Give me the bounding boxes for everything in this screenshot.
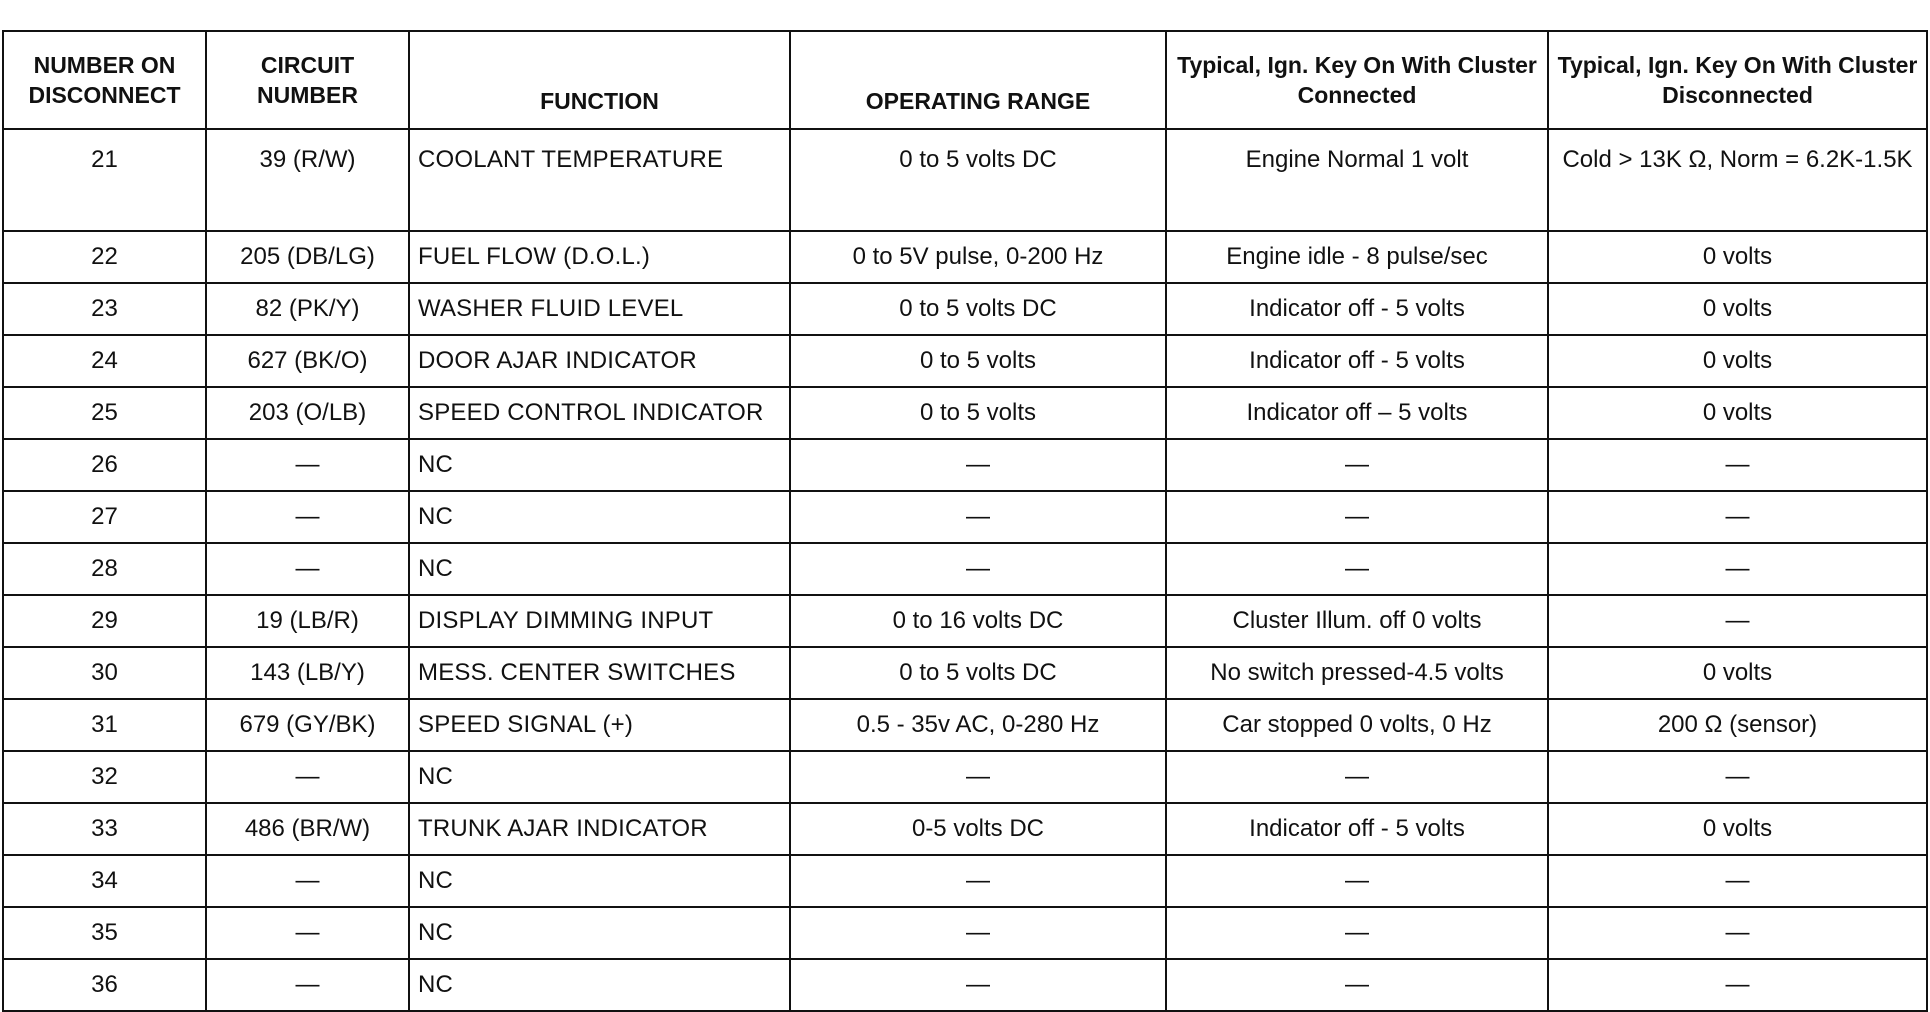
table-row <box>3 335 1927 387</box>
pin-cell: 32 <box>3 751 206 803</box>
function-cell: NC <box>409 855 790 907</box>
range-cell: — <box>790 543 1166 595</box>
table-row <box>3 231 1927 283</box>
function-cell: DISPLAY DIMMING INPUT <box>409 595 790 647</box>
table-row <box>3 855 1927 907</box>
connected-cell: No switch pressed-4.5 volts <box>1166 647 1548 699</box>
range-cell: 0 to 5 volts DC <box>790 283 1166 335</box>
circuit-cell: — <box>206 907 409 959</box>
disconnected-cell: — <box>1548 543 1927 595</box>
connected-cell: — <box>1166 855 1548 907</box>
table-body <box>3 129 1927 1011</box>
function-cell: NC <box>409 439 790 491</box>
disconnected-cell: — <box>1548 595 1927 647</box>
table-row <box>3 595 1927 647</box>
table-row <box>3 491 1927 543</box>
connected-cell: Indicator off – 5 volts <box>1166 387 1548 439</box>
connected-cell: — <box>1166 543 1548 595</box>
header-circuit-number: CIRCUIT NUMBER <box>206 31 409 129</box>
range-cell: 0 to 5 volts DC <box>790 129 1166 231</box>
disconnected-cell: — <box>1548 855 1927 907</box>
table-row <box>3 699 1927 751</box>
circuit-cell: — <box>206 751 409 803</box>
range-cell: — <box>790 959 1166 1011</box>
pin-cell: 36 <box>3 959 206 1011</box>
disconnected-cell: 0 volts <box>1548 647 1927 699</box>
circuit-cell: 143 (LB/Y) <box>206 647 409 699</box>
disconnected-cell: — <box>1548 491 1927 543</box>
circuit-cell: 627 (BK/O) <box>206 335 409 387</box>
circuit-cell: — <box>206 439 409 491</box>
table-row <box>3 129 1927 231</box>
function-cell: DOOR AJAR INDICATOR <box>409 335 790 387</box>
circuit-cell: 203 (O/LB) <box>206 387 409 439</box>
table-row <box>3 803 1927 855</box>
pin-cell: 23 <box>3 283 206 335</box>
connected-cell: Car stopped 0 volts, 0 Hz <box>1166 699 1548 751</box>
function-cell: FUEL FLOW (D.O.L.) <box>409 231 790 283</box>
connected-cell: — <box>1166 439 1548 491</box>
function-cell: NC <box>409 543 790 595</box>
table-row <box>3 751 1927 803</box>
function-cell: WASHER FLUID LEVEL <box>409 283 790 335</box>
function-cell: NC <box>409 751 790 803</box>
circuit-cell: — <box>206 959 409 1011</box>
connected-cell: — <box>1166 959 1548 1011</box>
range-cell: — <box>790 907 1166 959</box>
pin-cell: 28 <box>3 543 206 595</box>
range-cell: 0 to 5V pulse, 0-200 Hz <box>790 231 1166 283</box>
pin-cell: 31 <box>3 699 206 751</box>
header-function: FUNCTION <box>409 31 790 129</box>
pin-cell: 35 <box>3 907 206 959</box>
header-cluster-connected: Typical, Ign. Key On With Cluster Connected <box>1166 31 1548 129</box>
circuit-cell: 39 (R/W) <box>206 129 409 231</box>
connected-cell: — <box>1166 491 1548 543</box>
pin-cell: 25 <box>3 387 206 439</box>
circuit-cell: 679 (GY/BK) <box>206 699 409 751</box>
range-cell: 0 to 5 volts <box>790 335 1166 387</box>
circuit-cell: 19 (LB/R) <box>206 595 409 647</box>
circuit-cell: 205 (DB/LG) <box>206 231 409 283</box>
range-cell: — <box>790 855 1166 907</box>
range-cell: 0-5 volts DC <box>790 803 1166 855</box>
pin-cell: 30 <box>3 647 206 699</box>
range-cell: — <box>790 439 1166 491</box>
function-cell: NC <box>409 959 790 1011</box>
function-cell: SPEED CONTROL INDICATOR <box>409 387 790 439</box>
circuit-cell: — <box>206 543 409 595</box>
circuit-cell: — <box>206 855 409 907</box>
circuit-cell: 486 (BR/W) <box>206 803 409 855</box>
table-row <box>3 959 1927 1011</box>
pin-cell: 24 <box>3 335 206 387</box>
function-cell: SPEED SIGNAL (+) <box>409 699 790 751</box>
disconnected-cell: — <box>1548 439 1927 491</box>
connected-cell: Engine idle - 8 pulse/sec <box>1166 231 1548 283</box>
pin-cell: 26 <box>3 439 206 491</box>
disconnected-cell: — <box>1548 907 1927 959</box>
pin-cell: 22 <box>3 231 206 283</box>
disconnected-cell: — <box>1548 959 1927 1011</box>
disconnected-cell: 0 volts <box>1548 335 1927 387</box>
table-row <box>3 907 1927 959</box>
table-row <box>3 439 1927 491</box>
disconnected-cell: 0 volts <box>1548 803 1927 855</box>
disconnected-cell: 0 volts <box>1548 283 1927 335</box>
disconnected-cell: 0 volts <box>1548 231 1927 283</box>
disconnected-cell: Cold > 13K Ω, Norm = 6.2K-1.5K <box>1548 129 1927 231</box>
range-cell: 0 to 5 volts DC <box>790 647 1166 699</box>
function-cell: COOLANT TEMPERATURE <box>409 129 790 231</box>
pin-cell: 21 <box>3 129 206 231</box>
connected-cell: Engine Normal 1 volt <box>1166 129 1548 231</box>
connected-cell: — <box>1166 751 1548 803</box>
range-cell: — <box>790 491 1166 543</box>
header-operating-range: OPERATING RANGE <box>790 31 1166 129</box>
disconnected-cell: 0 volts <box>1548 387 1927 439</box>
circuit-cell: 82 (PK/Y) <box>206 283 409 335</box>
connected-cell: Indicator off - 5 volts <box>1166 803 1548 855</box>
function-cell: MESS. CENTER SWITCHES <box>409 647 790 699</box>
pin-cell: 29 <box>3 595 206 647</box>
table-row <box>3 543 1927 595</box>
connected-cell: — <box>1166 907 1548 959</box>
table-row <box>3 647 1927 699</box>
function-cell: TRUNK AJAR INDICATOR <box>409 803 790 855</box>
pin-cell: 33 <box>3 803 206 855</box>
function-cell: NC <box>409 907 790 959</box>
connector-pinout-table <box>2 30 1928 1012</box>
connected-cell: Indicator off - 5 volts <box>1166 283 1548 335</box>
range-cell: 0.5 - 35v AC, 0-280 Hz <box>790 699 1166 751</box>
connected-cell: Indicator off - 5 volts <box>1166 335 1548 387</box>
table-header-row <box>3 31 1927 129</box>
pin-cell: 27 <box>3 491 206 543</box>
table-row <box>3 283 1927 335</box>
range-cell: — <box>790 751 1166 803</box>
range-cell: 0 to 5 volts <box>790 387 1166 439</box>
pin-cell: 34 <box>3 855 206 907</box>
function-cell: NC <box>409 491 790 543</box>
disconnected-cell: 200 Ω (sensor) <box>1548 699 1927 751</box>
connected-cell: Cluster Illum. off 0 volts <box>1166 595 1548 647</box>
table-row <box>3 387 1927 439</box>
header-cluster-disconnected: Typical, Ign. Key On With Cluster Disconnected <box>1548 31 1927 129</box>
disconnected-cell: — <box>1548 751 1927 803</box>
header-number-on-disconnect: NUMBER ON DISCONNECT <box>3 31 206 129</box>
range-cell: 0 to 16 volts DC <box>790 595 1166 647</box>
circuit-cell: — <box>206 491 409 543</box>
